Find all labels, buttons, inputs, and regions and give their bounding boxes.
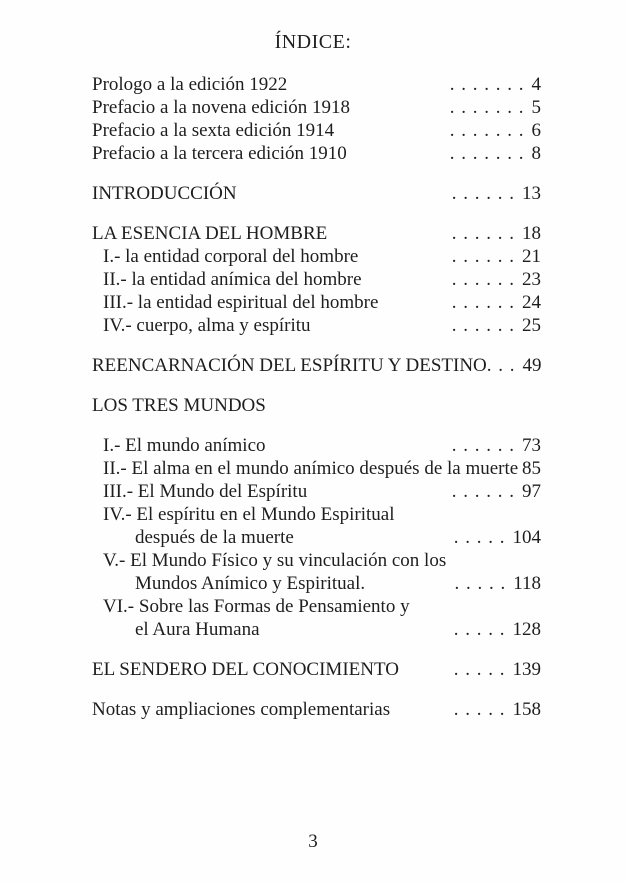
- toc-entry-page-group: [452, 182, 541, 205]
- toc-entry-label: I.- la entidad corporal del hombre: [103, 246, 359, 267]
- dot-leader: . . . . .: [453, 699, 506, 720]
- dot-leader: . . . . . .: [451, 315, 515, 336]
- page-title: ÍNDICE:: [274, 31, 352, 53]
- toc-entry: [92, 572, 541, 595]
- toc-entry-label: REENCARNACIÓN DEL ESPÍRITU Y DESTINO: [92, 355, 487, 376]
- toc-entry-page-group: [450, 142, 541, 165]
- toc-entry-page-number: 8: [531, 143, 541, 164]
- toc-entry-label: V.- El Mundo Físico y su vinculación con los: [103, 550, 447, 571]
- toc-entry-page-number: 49: [522, 355, 542, 376]
- toc-entry: [92, 314, 541, 337]
- toc-entry-page-group: [454, 618, 541, 641]
- dot-leader: . . . . .: [453, 659, 506, 680]
- toc-entry-label: III.- la entidad espiritual del hombre: [103, 292, 379, 313]
- toc-entry: [92, 658, 541, 681]
- toc-entry-label: LOS TRES MUNDOS: [92, 395, 266, 416]
- toc-entry: [92, 526, 541, 549]
- toc-entry-page-number: 73: [522, 435, 541, 456]
- toc-entry-page-group: [522, 457, 541, 480]
- toc-entry-page-group: [450, 73, 541, 96]
- toc-entry-page-group: [452, 222, 541, 245]
- dot-leader: . . . . . . .: [449, 143, 525, 164]
- dot-leader: . . . . .: [453, 527, 506, 548]
- dot-leader: . . . . . .: [451, 183, 515, 204]
- toc-entry-page-group: [454, 526, 541, 549]
- toc-entry-page-number: 5: [531, 97, 541, 118]
- page-number: 3: [308, 831, 318, 852]
- toc-entry-label: INTRODUCCIÓN: [92, 183, 237, 204]
- toc-entry-label: Prefacio a la sexta edición 1914: [92, 120, 335, 141]
- dot-leader: . . . . . . .: [449, 74, 525, 95]
- toc-entry-label: IV.- cuerpo, alma y espíritu: [103, 315, 311, 336]
- toc-entry: [92, 549, 541, 572]
- toc-entry-page-group: [452, 268, 541, 291]
- toc-entry: [92, 119, 541, 142]
- toc-entry-page-group: [450, 96, 541, 119]
- toc-entry: [92, 457, 541, 480]
- toc-entry-label: VI.- Sobre las Formas de Pensamiento y: [103, 596, 410, 617]
- toc-entry: [92, 222, 541, 245]
- toc-entry-label: I.- El mundo anímico: [103, 435, 266, 456]
- dot-leader: . . . . . .: [451, 435, 515, 456]
- toc-entry-label: Notas y ampliaciones complementarias: [92, 699, 391, 720]
- toc-entry-page-number: 23: [522, 269, 541, 290]
- toc-entry: [92, 434, 541, 457]
- toc-entry: [92, 291, 541, 314]
- toc-entry: [92, 142, 541, 165]
- toc-entry-page-number: 25: [522, 315, 541, 336]
- toc-entry-label: II.- El alma en el mundo anímico después de la muerte: [103, 458, 519, 479]
- toc-entry-page-group: [454, 572, 541, 595]
- toc-entry-page-number: 24: [522, 292, 541, 313]
- toc-entry-page-number: 158: [512, 699, 541, 720]
- toc-entry-page-group: [450, 119, 541, 142]
- toc-entry-page-number: 4: [531, 74, 541, 95]
- dot-leader: . . . . . . .: [449, 120, 525, 141]
- dot-leader: . . . . . .: [451, 481, 515, 502]
- toc-entry: [92, 595, 541, 618]
- toc-entry-label: después de la muerte: [135, 527, 294, 548]
- toc-entry-label: Prefacio a la tercera edición 1910: [92, 143, 347, 164]
- toc-entry: [92, 503, 541, 526]
- dot-leader: . . . . . .: [451, 246, 515, 267]
- toc-entry-page-number: 13: [522, 183, 541, 204]
- toc-entry: [92, 698, 541, 721]
- toc-entry-page-group: [452, 291, 541, 314]
- dot-leader: . . . . .: [453, 619, 506, 640]
- toc-entry-label: Mundos Anímico y Espiritual.: [135, 573, 366, 594]
- toc-entry-label: Prologo a la edición 1922: [92, 74, 288, 95]
- dot-leader: . . . . . .: [451, 223, 515, 244]
- toc-entry-page-number: 128: [512, 619, 541, 640]
- dot-leader: . . . . .: [454, 573, 507, 594]
- toc-entry-page-number: 97: [522, 481, 541, 502]
- toc-entry-page-number: 18: [522, 223, 541, 244]
- toc-entry-page-group: [454, 698, 541, 721]
- toc-entry: [92, 618, 541, 641]
- toc-entry: [92, 245, 541, 268]
- toc-entry-page-group: [452, 480, 541, 503]
- toc-entry: [92, 73, 541, 96]
- toc-entry: [92, 268, 541, 291]
- toc-entry-page-group: [487, 354, 542, 377]
- toc-entry: [92, 354, 541, 377]
- toc-entry: [92, 182, 541, 205]
- toc-entry: [92, 394, 541, 417]
- dot-leader: . . .: [486, 355, 516, 376]
- toc-entry-label: EL SENDERO DEL CONOCIMIENTO: [92, 659, 399, 680]
- toc-entry-page-group: [452, 245, 541, 268]
- dot-leader: . . . . . .: [451, 292, 515, 313]
- toc-entry-page-group: [454, 658, 541, 681]
- dot-leader: . . . . . .: [451, 269, 515, 290]
- toc-entry-label: el Aura Humana: [135, 619, 260, 640]
- toc-entry-label: II.- la entidad anímica del hombre: [103, 269, 362, 290]
- toc-entry-label: Prefacio a la novena edición 1918: [92, 97, 350, 118]
- toc-entry-page-number: 6: [531, 120, 541, 141]
- dot-leader: . . . . . . .: [449, 97, 525, 118]
- toc-entry-label: LA ESENCIA DEL HOMBRE: [92, 223, 328, 244]
- toc-entry-label: IV.- El espíritu en el Mundo Espiritual: [103, 504, 395, 525]
- toc-entry-page-number: 85: [522, 458, 541, 479]
- toc-entry-page-number: 104: [512, 527, 541, 548]
- toc-entry-page-group: [452, 314, 541, 337]
- toc-entry-label: III.- El Mundo del Espíritu: [103, 481, 308, 502]
- toc-entry-page-number: 118: [513, 573, 541, 594]
- toc-entry-page-number: 139: [512, 659, 541, 680]
- toc-entry-page-group: [452, 434, 541, 457]
- toc-entry-page-number: 21: [522, 246, 541, 267]
- toc-entry: [92, 480, 541, 503]
- toc-list: [0, 73, 626, 721]
- toc-entry: [92, 96, 541, 119]
